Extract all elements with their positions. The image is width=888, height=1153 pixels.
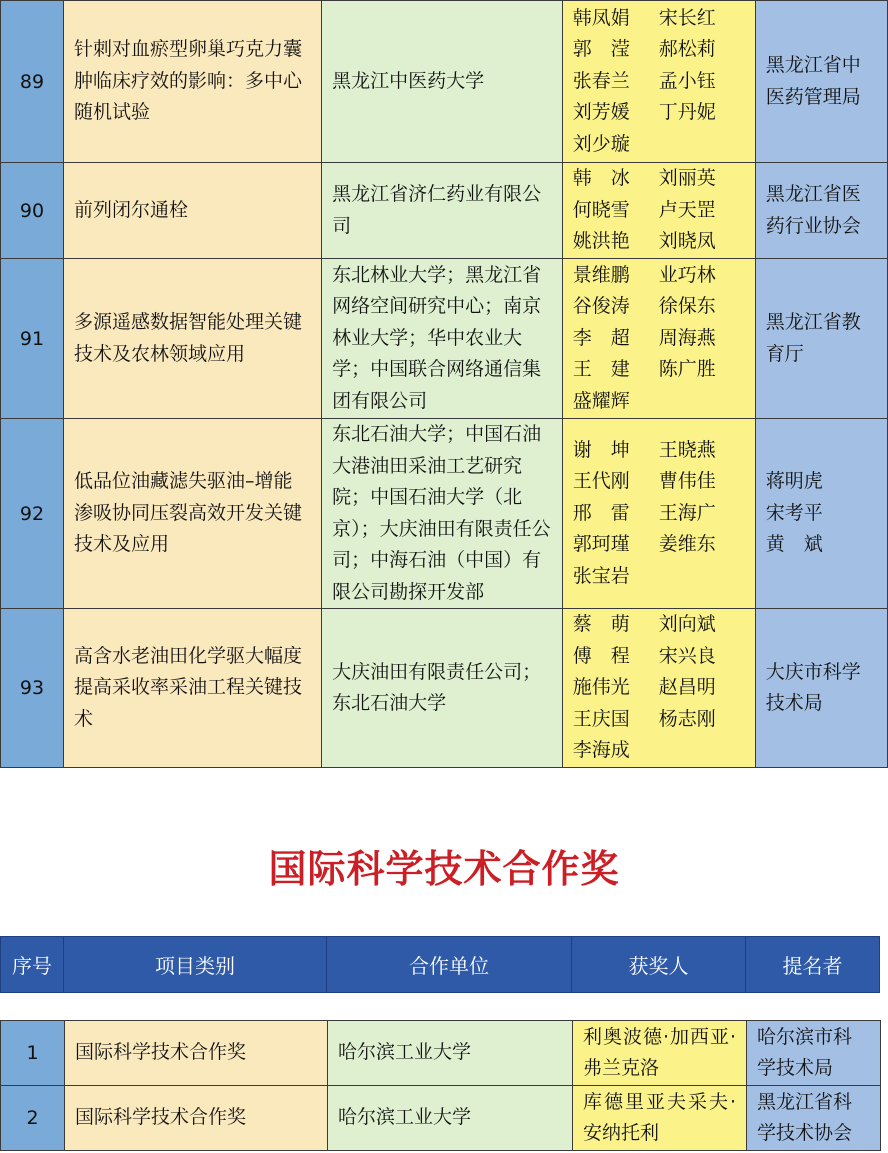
row-number: 2	[1, 1086, 65, 1151]
winners-list	[563, 435, 755, 593]
winner-name: 徐保东	[658, 295, 716, 318]
winner-name: 韩凤娟	[572, 6, 630, 29]
winner-name: 王代刚	[572, 470, 630, 493]
winner-name: 刘丽英	[658, 167, 716, 190]
row-number: 90	[1, 163, 64, 259]
row-number: 92	[1, 419, 64, 609]
winner-name: 宋长红	[658, 6, 716, 29]
winner-name: 杨志刚	[658, 707, 716, 730]
project-unit: 东北石油大学；中国石油大港油田采油工艺研究院；中国石油大学（北京）；大庆油田有限责任公司；中海石油（中国）有限公司勘探开发部	[332, 423, 551, 603]
table-row	[1, 1021, 881, 1086]
project-name: 多源遥感数据智能处理关键技术及农林领域应用	[74, 311, 303, 365]
winner-name: 业巧林	[658, 263, 716, 286]
nominator: 黑龙江省教育厅	[765, 311, 861, 365]
table-row	[1, 163, 888, 259]
nominator: 哈尔滨市科学技术局	[757, 1026, 853, 1079]
nominator: 黑龙江省科学技术协会	[757, 1091, 853, 1144]
winner-name: 库德里亚夫采夫·安纳托利	[583, 1091, 736, 1144]
project-unit: 大庆油田有限责任公司；东北石油大学	[332, 660, 542, 714]
winner-name: 姚洪艳	[572, 230, 630, 253]
winners-list	[563, 609, 755, 767]
winner-name	[659, 735, 745, 767]
cooperation-unit: 哈尔滨工业大学	[338, 1041, 472, 1064]
winners-list	[563, 163, 755, 258]
winner-name: 景维鹏	[572, 263, 630, 286]
winner-name: 傅 程	[572, 644, 630, 667]
row-number: 91	[1, 259, 64, 419]
nominator: 黑龙江省中医药管理局	[765, 54, 861, 108]
header-number: 序号	[1, 937, 64, 993]
project-unit: 东北林业大学；黑龙江省网络空间研究中心；南京林业大学；华中农业大学；中国联合网络通信集团有限公司	[332, 263, 542, 412]
row-number: 89	[1, 1, 64, 163]
winner-name: 何晓雪	[572, 198, 630, 221]
winner-name: 张春兰	[572, 69, 630, 92]
winner-name: 谢 坤	[572, 438, 630, 461]
table-row	[1, 609, 888, 768]
award-category: 国际科学技术合作奖	[75, 1041, 247, 1064]
winner-name	[659, 129, 745, 161]
winner-name: 王晓燕	[658, 438, 716, 461]
winner-name: 赵昌明	[658, 676, 716, 699]
intl-award-table	[0, 1020, 881, 1151]
winner-name: 陈广胜	[658, 358, 716, 381]
table-row	[1, 419, 888, 609]
winner-name: 郝松莉	[658, 38, 716, 61]
winner-name: 宋兴良	[658, 644, 716, 667]
winner-name: 姜维东	[658, 533, 716, 556]
winner-name: 谷俊涛	[572, 295, 630, 318]
nominator: 黑龙江省医药行业协会	[765, 183, 861, 237]
winner-name: 盛耀辉	[572, 389, 630, 412]
winner-name: 王 建	[572, 358, 630, 381]
section-title: 国际科学技术合作奖	[268, 847, 620, 891]
winner-name: 王庆国	[572, 707, 630, 730]
project-name: 高含水老油田化学驱大幅度提高采收率采油工程关键技术	[74, 644, 303, 730]
winner-name: 周海燕	[658, 326, 716, 349]
project-unit: 黑龙江中医药大学	[332, 69, 485, 92]
nominator: 蒋明虎 宋考平 黄 斌	[765, 470, 823, 556]
winner-name: 刘芳媛	[572, 101, 630, 124]
winner-name: 韩 冰	[572, 167, 630, 190]
winner-name: 曹伟佳	[658, 470, 716, 493]
winner-name: 丁丹妮	[658, 101, 716, 124]
project-name: 低品位油藏滤失驱油–增能渗吸协同压裂高效开发关键技术及应用	[74, 470, 303, 556]
award-category: 国际科学技术合作奖	[75, 1106, 247, 1129]
winner-name: 王海广	[658, 501, 716, 524]
winner-name: 刘晓凤	[658, 230, 716, 253]
winner-name: 郭 滢	[572, 38, 630, 61]
header-unit: 合作单位	[327, 937, 572, 993]
project-name: 针刺对血瘀型卵巢巧克力囊肿临床疗效的影响：多中心随机试验	[74, 38, 303, 124]
winner-name: 邢 雷	[572, 501, 630, 524]
winners-list	[563, 260, 755, 418]
winner-name: 孟小钰	[658, 69, 716, 92]
winner-name: 蔡 萌	[572, 613, 630, 636]
project-unit: 黑龙江省济仁药业有限公司	[332, 183, 542, 237]
winner-name: 利奥波德·加西亚·弗兰克洛	[583, 1026, 736, 1079]
winner-name: 李海成	[572, 739, 630, 762]
winner-name: 施伟光	[572, 676, 630, 699]
header-category: 项目类别	[64, 937, 327, 993]
winner-name: 刘向斌	[658, 613, 716, 636]
table-row	[1, 1086, 881, 1151]
project-name: 前列闭尔通栓	[74, 198, 189, 221]
row-number: 93	[1, 609, 64, 768]
table-row	[1, 1, 888, 163]
intl-table-header	[0, 936, 880, 993]
winner-name: 李 超	[572, 326, 630, 349]
header-winner: 获奖人	[572, 937, 746, 993]
nominator: 大庆市科学技术局	[765, 660, 861, 714]
table-row	[1, 259, 888, 419]
winner-name: 郭珂瑾	[572, 533, 630, 556]
winner-name: 刘少璇	[572, 132, 630, 155]
winners-list	[563, 3, 755, 161]
row-number: 1	[1, 1021, 65, 1086]
winner-name	[659, 561, 745, 593]
winner-name: 张宝岩	[572, 564, 630, 587]
cooperation-unit: 哈尔滨工业大学	[338, 1106, 472, 1129]
header-nominator: 提名者	[746, 937, 880, 993]
winner-name: 卢天罡	[658, 198, 716, 221]
winner-name	[659, 386, 745, 418]
